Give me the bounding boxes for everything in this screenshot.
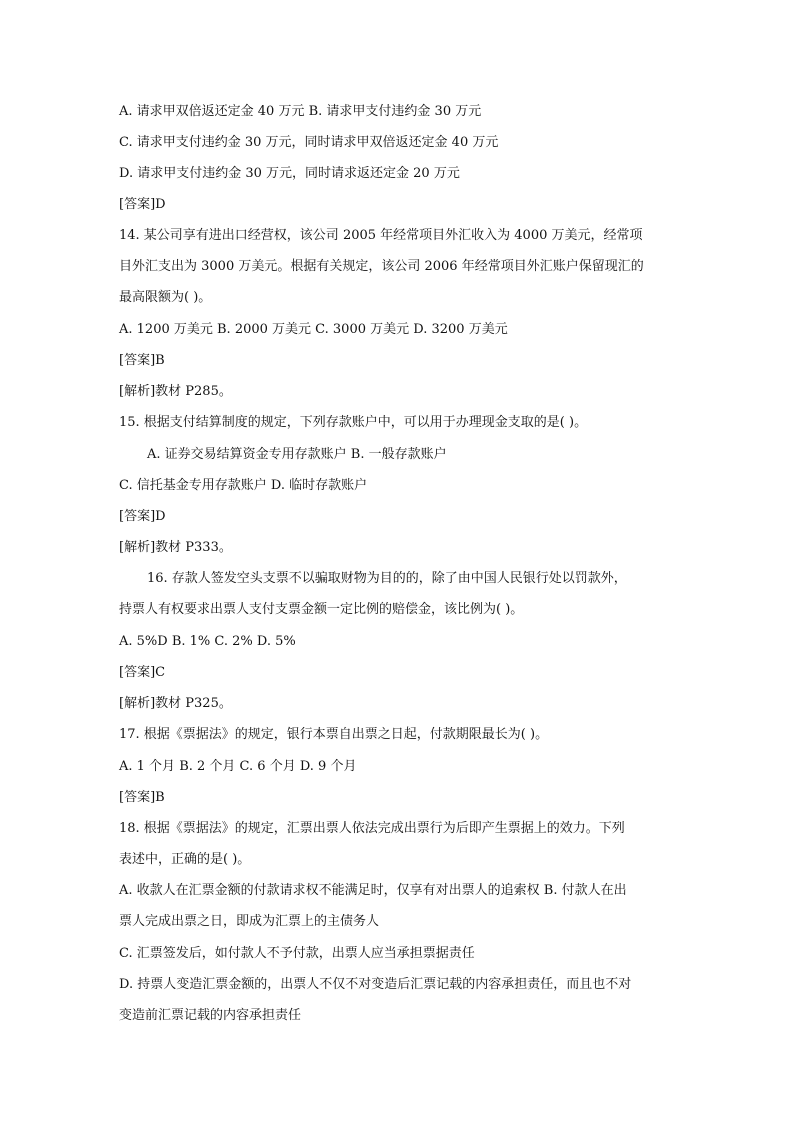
option-line: 变造前汇票记载的内容承担责任 xyxy=(119,1008,302,1023)
question-line: 最高限额为( )。 xyxy=(119,290,212,305)
option-line: A. 请求甲双倍返还定金 40 万元 B. 请求甲支付违约金 30 万元 xyxy=(119,104,482,119)
answer-line: [答案]B xyxy=(119,790,165,805)
answer-line: [答案]B xyxy=(119,353,165,368)
option-line: A. 1 个月 B. 2 个月 C. 6 个月 D. 9 个月 xyxy=(119,759,357,774)
option-line: A. 证券交易结算资金专用存款账户 B. 一般存款账户 xyxy=(147,447,447,462)
answer-line: [答案]C xyxy=(119,665,166,680)
option-line: C. 请求甲支付违约金 30 万元，同时请求甲双倍返还定金 40 万元 xyxy=(119,135,499,150)
answer-line: [答案]D xyxy=(119,509,166,524)
analysis-line: [解析]教材 P325。 xyxy=(119,696,232,711)
analysis-line: [解析]教材 P333。 xyxy=(119,540,232,555)
option-line: D. 请求甲支付违约金 30 万元，同时请求返还定金 20 万元 xyxy=(119,166,460,181)
option-line: C. 信托基金专用存款账户 D. 临时存款账户 xyxy=(119,478,368,493)
question-line: 表述中，正确的是( )。 xyxy=(119,852,251,867)
question-line: 16. 存款人签发空头支票不以骗取财物为目的的，除了由中国人民银行处以罚款外， xyxy=(147,571,627,586)
option-line: A. 收款人在汇票金额的付款请求权不能满足时，仅享有对出票人的追索权 B. 付款人在出 xyxy=(119,883,627,898)
option-line: 票人完成出票之日，即成为汇票上的主债务人 xyxy=(119,914,380,929)
question-line: 18. 根据《票据法》的规定，汇票出票人依法完成出票行为后即产生票据上的效力。下列 xyxy=(119,821,625,836)
answer-line: [答案]D xyxy=(119,197,166,212)
question-line: 17. 根据《票据法》的规定，银行本票自出票之日起，付款期限最长为( )。 xyxy=(119,727,549,742)
question-line: 持票人有权要求出票人支付支票金额一定比例的赔偿金，该比例为( )。 xyxy=(119,602,524,617)
question-line: 目外汇支出为 3000 万美元。根据有关规定，该公司 2006 年经常项目外汇账户保留现汇的 xyxy=(119,259,644,274)
option-line: D. 持票人变造汇票金额的，出票人不仅不对变造后汇票记载的内容承担责任，而且也不对 xyxy=(119,977,632,992)
question-line: 15. 根据支付结算制度的规定，下列存款账户中，可以用于办理现金支取的是( )。 xyxy=(119,415,588,430)
option-line: A. 5%D B. 1% C. 2% D. 5% xyxy=(119,634,296,649)
option-line: C. 汇票签发后，如付款人不予付款，出票人应当承担票据责任 xyxy=(119,946,475,961)
analysis-line: [解析]教材 P285。 xyxy=(119,384,232,399)
option-line: A. 1200 万美元 B. 2000 万美元 C. 3000 万美元 D. 3200 万美元 xyxy=(119,322,508,337)
question-line: 14. 某公司享有进出口经营权，该公司 2005 年经常项目外汇收入为 4000 万美元，经常项 xyxy=(119,228,643,243)
